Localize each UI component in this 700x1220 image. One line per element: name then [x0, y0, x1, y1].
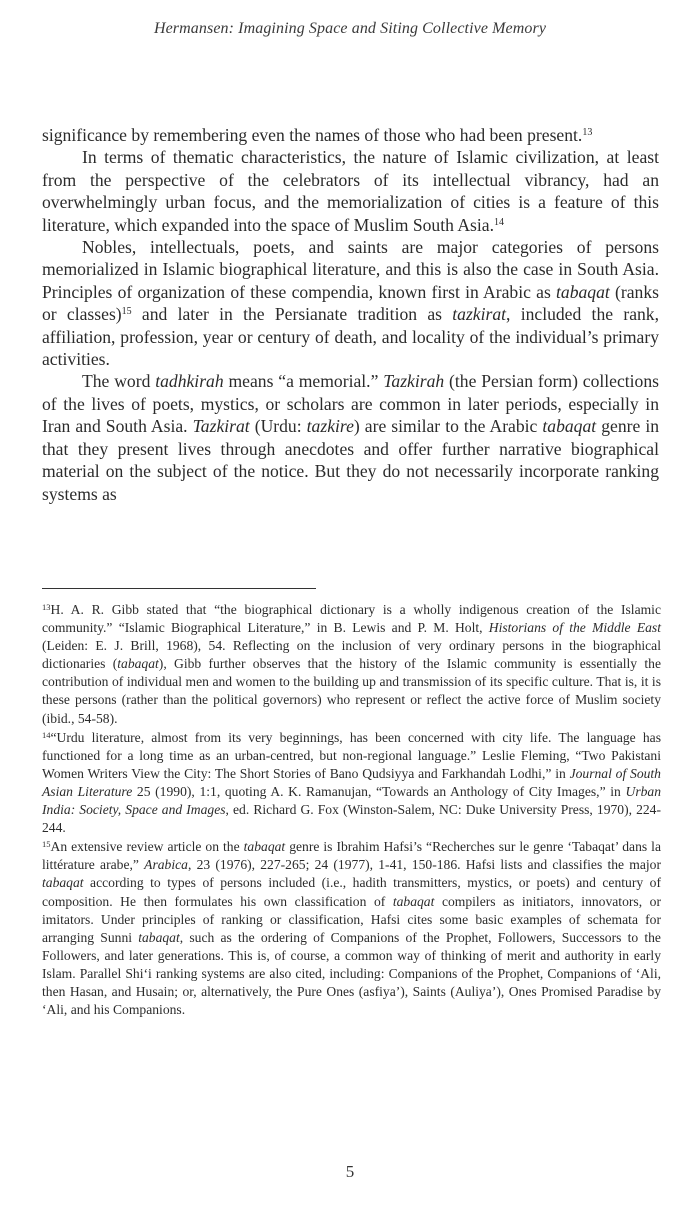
footnote-14: $^{14}$“Urdu literature, almost from its very beginnings, has been concerned with city life. The language has functioned for a long time as an urban-centred, but non-regional language.” Leslie Fleming, “Two Pakistani Women Writers View the City: The Short Stories of Bano Qudsiyya and Farkhandah Lodhi,” in Journal of South Asian Literature 25 (1990), 1:1, quoting A. K. Ramanujan, “Towards an Anthology of City Images,” in Urban India: Society, Space and Images, ed. Richard G. Fox (Winston-Salem, NC: Duke University Press, 1970), 224-244. [42, 729, 662, 836]
footnote-ref-14[interactable]: 14 [493, 216, 504, 228]
footnotes [42, 601, 661, 1020]
footnote-ref-15[interactable]: 15 [121, 306, 132, 318]
footnote-ref-13[interactable]: 13 [582, 127, 593, 138]
footnote-number-15: 15 [42, 839, 51, 850]
paragraph-3: Nobles, intellectuals, poets, and saints are major categories of persons memorialized in Islamic biographical literature, and this is also the case in South Asia. Principles of organization of these compendia, known first in Arabic as tabaqat (ranks or classes)$^{15}$ and later in the Persianate tradition as tazkirat, included the rank, affiliation, profession, year or century of death, and locality of the individual’s primary activities. [42, 237, 659, 370]
paragraph-4: The word tadhkirah means “a memorial.” Tazkirah (the Persian form) collections of the lives of poets, mystics, or scholars are common in later periods, especially in Iran and South Asia. Tazkirat (Urdu: tazkire) are similar to the Arabic tabaqat genre in that they present lives through anecdotes and offer further narrative biographical material on the subject of the notice. But they do not necessarily incorporate ranking systems as [42, 371, 660, 504]
paragraph-2: In terms of thematic characteristics, the nature of Islamic civilization, at least from the perspective of the celebrators of its intellectual vibrancy, had an overwhelmingly urban focus, and the memorialization of cities is a feature of this literature, which expanded into the space of Muslim South Asia.$^{14}$ [42, 147, 659, 235]
paragraph-1: significance by remembering even the names of those who had been present.$^{13}$ [42, 125, 593, 145]
footnote-number-14: 14 [42, 729, 51, 740]
footnote-divider [42, 588, 316, 589]
body-text [42, 124, 659, 505]
page-number: 5 [345, 1162, 355, 1181]
footnote-15: $^{15}$An extensive review article on the tabaqat genre is Ibrahim Hafsi’s “Recherches sur le genre ‘Tabaqat’ dans la littérature arabe,” Arabica, 23 (1976), 227-265; 24 (1977), 1-41, 150-186. Hafsi lists and classifies the major tabaqat according to types of persons included (i.e., hadith transmitters, mystics, or poets) and century of composition. He then formulates his own classification of tabaqat compilers as initiators, innovators, or imitators. Under principles of ranking or classification, Hafsi cites some basic examples of schemata for arranging Sunni tabaqat, such as the ordering of Companions of the Prophet, Followers, Successors to the Followers, and later generations. This is, of course, a common way of thinking of merit and authority in early Islam. Parallel Shi‘i ranking systems are also cited, including: Companions of the Prophet, Companions of ‘Ali, then Hasan, and Husain; or, alternatively, the Pure Ones (asfiya’), Saints (Auliya’), Ones Promised Paradise by ‘Ali, and his Companions. [42, 839, 661, 1018]
running-head: Hermansen: Imagining Space and Siting Collective Memory [153, 20, 547, 37]
footnote-13: $^{13}$H. A. R. Gibb stated that “the biographical dictionary is a wholly indigenous creation of the Islamic community.” “Islamic Biographical Literature,” in B. Lewis and P. M. Holt, Historians of the Middle East (Leiden: E. J. Brill, 1968), 54. Reflecting on the inclusion of very ordinary persons in the biographical dictionaries (tabaqat), Gibb further observes that the history of the Islamic community is essentially the contribution of individual men and women to the building up and transmission of its specific culture. That is, it is these persons (rather than the political governors) who represent or reflect the active force of Muslim society (ibid., 54-58). [42, 602, 662, 726]
footnote-number-13: 13 [42, 602, 51, 612]
